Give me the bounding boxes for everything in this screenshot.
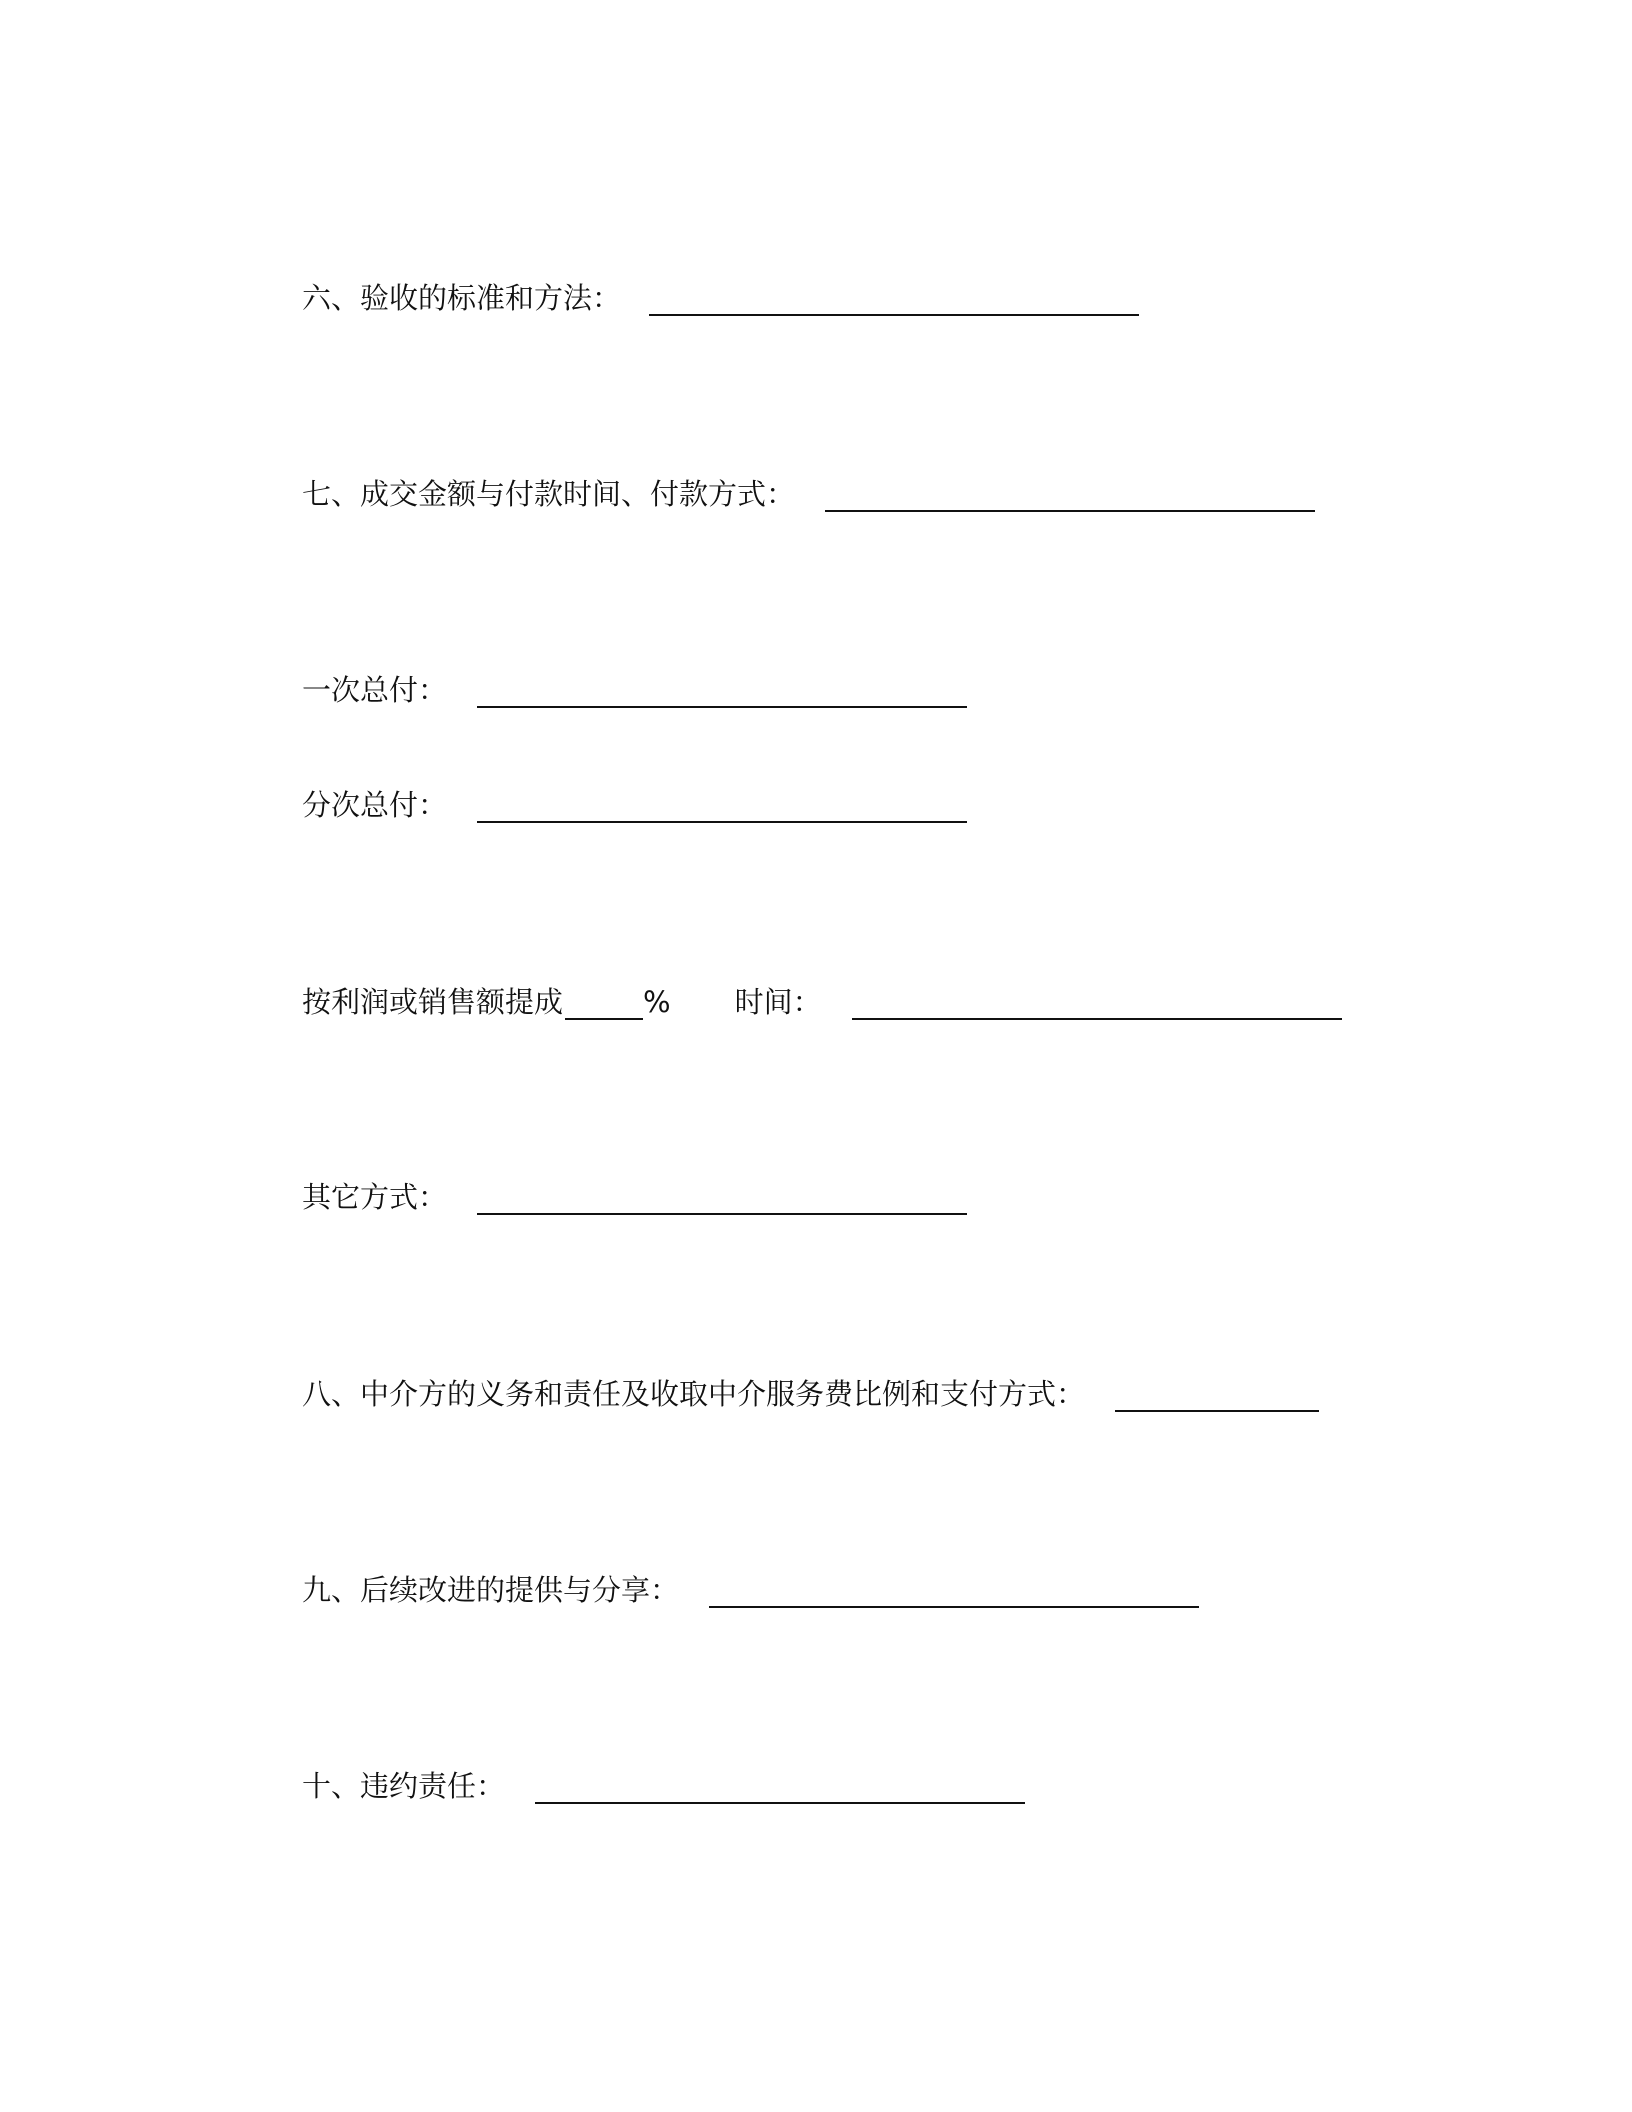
percent-sign: % xyxy=(643,985,671,1019)
installment-blank[interactable] xyxy=(477,793,967,823)
section-8-label: 八、中介方的义务和责任及收取中介服务费比例和支付方式： xyxy=(302,1377,1086,1411)
section-6-acceptance xyxy=(302,272,1139,316)
improvements-blank[interactable] xyxy=(709,1578,1199,1608)
commission-payment xyxy=(302,976,1342,1020)
section-10-label: 十、违约责任： xyxy=(302,1769,506,1803)
other-method-blank[interactable] xyxy=(477,1185,967,1215)
section-9-label: 九、后续改进的提供与分享： xyxy=(302,1573,680,1607)
intermediary-fee-blank[interactable] xyxy=(1115,1382,1319,1412)
lump-sum-label: 一次总付： xyxy=(302,673,448,707)
section-8-intermediary xyxy=(302,1368,1319,1412)
other-method-label: 其它方式： xyxy=(302,1180,448,1214)
installment-payment xyxy=(302,779,967,823)
section-10-liability xyxy=(302,1760,1025,1804)
installment-label: 分次总付： xyxy=(302,788,448,822)
lump-sum-payment xyxy=(302,664,967,708)
commission-label: 按利润或销售额提成 xyxy=(302,985,564,1019)
payment-method-blank[interactable] xyxy=(825,482,1315,512)
liability-blank[interactable] xyxy=(535,1774,1025,1804)
acceptance-standard-blank[interactable] xyxy=(649,286,1139,316)
section-7-payment xyxy=(302,468,1315,512)
commission-time-blank[interactable] xyxy=(852,990,1342,1020)
commission-percent-blank[interactable] xyxy=(565,990,643,1020)
section-7-label: 七、成交金额与付款时间、付款方式： xyxy=(302,477,796,511)
commission-time-label: 时间： xyxy=(734,985,822,1019)
section-6-label: 六、验收的标准和方法： xyxy=(302,281,622,315)
section-9-improvements xyxy=(302,1564,1199,1608)
lump-sum-blank[interactable] xyxy=(477,678,967,708)
other-payment xyxy=(302,1171,967,1215)
